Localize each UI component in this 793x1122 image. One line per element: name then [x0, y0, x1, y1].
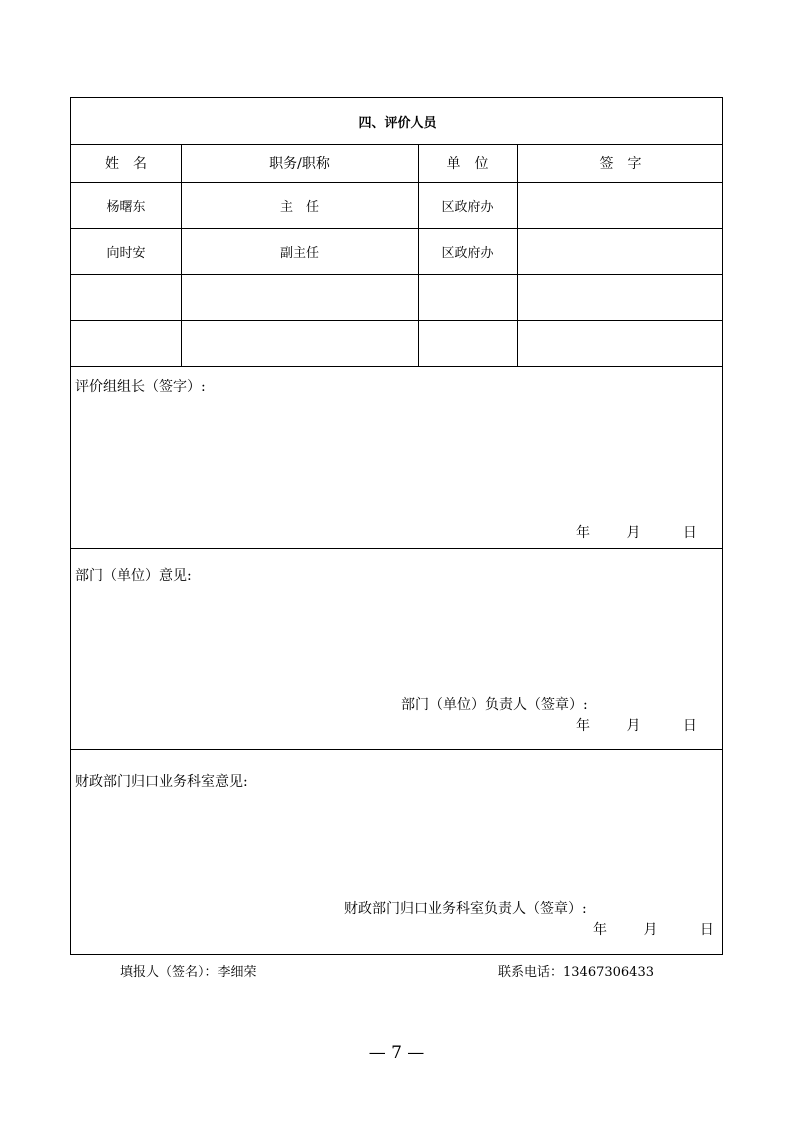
section-title: 四、评价人员	[358, 115, 437, 131]
finance-opinion-label: 财政部门归口业务科室意见:	[75, 774, 248, 790]
row-4-name[interactable]	[71, 320, 181, 366]
month-label: 月	[643, 922, 658, 938]
row-3-title[interactable]	[181, 274, 418, 320]
year-label: 年	[593, 922, 607, 938]
row-1-name: 杨曙东	[106, 199, 146, 215]
row-4-sign[interactable]	[517, 320, 724, 366]
row-1-unit: 区政府办	[441, 199, 494, 215]
day-label: 日	[699, 922, 714, 938]
dept-date	[576, 715, 697, 735]
row-2-sign[interactable]	[517, 228, 724, 274]
phone-label: 联系电话：13467306433	[498, 965, 654, 980]
year-label: 年	[576, 718, 590, 734]
divider	[71, 366, 722, 367]
row-4-unit[interactable]	[418, 320, 517, 366]
row-3-sign[interactable]	[517, 274, 724, 320]
dept-signer-label: 部门（单位）负责人（签章）:	[401, 697, 588, 713]
row-3-unit[interactable]	[418, 274, 517, 320]
leader-date	[576, 522, 697, 542]
header-unit: 单 位	[446, 156, 489, 172]
finance-signer-label: 财政部门归口业务科室负责人（签章）:	[344, 901, 587, 917]
leader-sign-label: 评价组组长（签字）:	[75, 379, 206, 395]
dept-opinion-label: 部门（单位）意见:	[75, 568, 192, 584]
month-label: 月	[626, 718, 641, 734]
page-number: — 7 —	[368, 1043, 425, 1063]
evaluation-form-table	[70, 97, 723, 955]
day-label: 日	[682, 718, 697, 734]
header-title: 职务/职称	[269, 156, 330, 172]
finance-date	[593, 919, 714, 939]
row-3-name[interactable]	[71, 274, 181, 320]
row-2-unit: 区政府办	[441, 245, 494, 261]
row-2-title: 副主任	[279, 245, 319, 261]
day-label: 日	[682, 525, 697, 541]
filler-label: 填报人（签名）：李细荣	[120, 965, 257, 980]
row-2-name: 向时安	[106, 245, 146, 261]
row-4-title[interactable]	[181, 320, 418, 366]
month-label: 月	[626, 525, 641, 541]
year-label: 年	[576, 525, 590, 541]
header-sign: 签 字	[599, 156, 642, 172]
header-name: 姓 名	[105, 156, 147, 172]
row-1-title: 主 任	[279, 199, 319, 215]
divider	[71, 548, 722, 549]
row-1-sign[interactable]	[517, 182, 724, 228]
divider	[71, 749, 722, 750]
